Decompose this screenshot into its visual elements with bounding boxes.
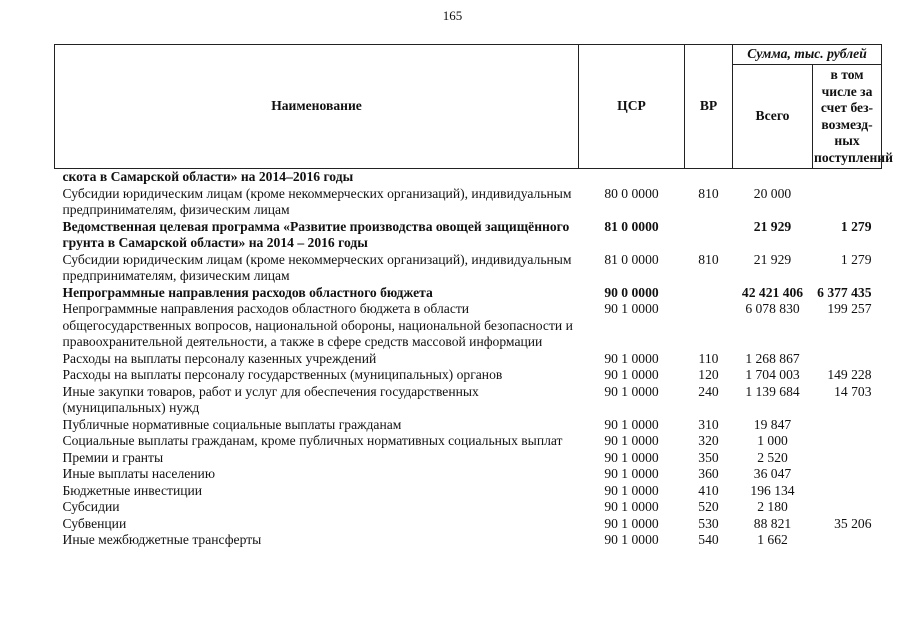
cell-name: Непрограммные направления расходов областного бюджета в области общегосударственных вопросов, национальной обороны, национальной безопасности и правоохранительной деятельности, а также в сфере средств массовой информации [62, 301, 573, 349]
cell-gratuitous [813, 351, 882, 368]
cell-vr [685, 219, 733, 252]
cell-total: 21 929 [753, 218, 792, 234]
cell-gratuitous: 1 279 [840, 251, 872, 267]
cell-total: 6 078 830 [745, 301, 800, 316]
cell-csr: 90 1 0000 [604, 449, 659, 465]
cell-gratuitous [813, 433, 882, 450]
cell-total: 2 520 [757, 449, 788, 465]
cell-vr: 110 [698, 350, 719, 366]
cell-total: 196 134 [750, 482, 795, 498]
cell-name: Непрограммные направления расходов областного бюджета [62, 284, 433, 300]
cell-gratuitous: 199 257 [827, 301, 872, 316]
cell-csr: 90 1 0000 [604, 532, 659, 547]
page-number: 165 [442, 8, 463, 23]
table-row [55, 450, 882, 467]
cell-vr [685, 285, 733, 302]
cell-total: 20 000 [753, 185, 792, 201]
column-header-csr: ЦСР [579, 45, 685, 169]
column-header-gratuitous: в том числе за счет без-возмезд-ных поступлений [813, 65, 882, 169]
table-row [55, 483, 882, 500]
cell-vr: 120 [698, 367, 719, 382]
column-header-sum-group: Сумма, тыс. рублей [733, 45, 882, 65]
cell-name: Субвенции [62, 515, 127, 531]
cell-total: 42 421 406 [741, 284, 804, 300]
cell-csr: 90 0 0000 [604, 284, 659, 300]
cell-gratuitous [813, 417, 882, 434]
table-row [55, 186, 882, 219]
table-row [55, 499, 882, 516]
cell-name: Премии и гранты [62, 449, 164, 465]
cell-csr: 90 1 0000 [604, 350, 659, 366]
cell-gratuitous [813, 532, 882, 549]
column-header-name: Наименование [55, 45, 579, 169]
cell-gratuitous [813, 466, 882, 483]
cell-gratuitous [813, 169, 882, 186]
cell-name: Субсидии юридическим лицам (кроме некоммерческих организаций), индивидуальным предпринимателям, физическим лицам [62, 251, 572, 283]
table-row [55, 351, 882, 368]
cell-csr: 90 1 0000 [604, 416, 659, 432]
table-row [55, 367, 882, 384]
table-row [55, 301, 882, 351]
cell-gratuitous: 14 703 [834, 383, 872, 399]
cell-vr: 240 [698, 383, 719, 399]
cell-total: 1 000 [757, 433, 788, 448]
table-row [55, 532, 882, 549]
table-row [55, 219, 882, 252]
table-row [55, 285, 882, 302]
cell-csr: 80 0 0000 [604, 185, 659, 201]
cell-gratuitous [813, 499, 882, 516]
cell-csr: 90 1 0000 [604, 515, 659, 531]
cell-name: Иные выплаты населению [62, 466, 215, 481]
cell-csr: 81 0 0000 [604, 218, 659, 234]
cell-gratuitous: 6 377 435 [817, 284, 872, 300]
cell-vr: 410 [698, 482, 719, 498]
cell-vr: 320 [698, 433, 719, 448]
cell-total: 1 662 [757, 532, 788, 547]
cell-gratuitous: 35 206 [834, 515, 872, 531]
table-row [55, 433, 882, 450]
table-row [55, 169, 882, 186]
budget-table [54, 44, 893, 549]
cell-csr: 90 1 0000 [604, 367, 659, 382]
cell-name: Субсидии юридическим лицам (кроме некоммерческих организаций), индивидуальным предпринимателям, физическим лицам [62, 185, 572, 217]
cell-name: Социальные выплаты гражданам, кроме публичных нормативных социальных выплат [62, 433, 563, 448]
cell-total: 36 047 [753, 466, 792, 481]
table-row [55, 417, 882, 434]
cell-total: 88 821 [753, 515, 792, 531]
cell-gratuitous: 149 228 [827, 367, 872, 382]
cell-vr: 360 [698, 466, 719, 481]
cell-vr [685, 301, 733, 351]
cell-vr [685, 169, 733, 186]
cell-total: 1 704 003 [745, 367, 800, 382]
cell-vr: 530 [698, 515, 719, 531]
cell-csr: 90 1 0000 [604, 433, 659, 448]
cell-gratuitous [813, 483, 882, 500]
cell-name: Субсидии [62, 499, 120, 514]
cell-name: скота в Самарской области» на 2014–2016 годы [62, 169, 354, 184]
table-row [55, 466, 882, 483]
cell-name: Расходы на выплаты персоналу казенных учреждений [62, 350, 377, 366]
cell-vr: 540 [698, 532, 719, 547]
cell-csr: 90 1 0000 [604, 301, 659, 316]
cell-csr: 90 1 0000 [604, 499, 659, 514]
cell-vr: 310 [698, 416, 719, 432]
cell-name: Расходы на выплаты персоналу государственных (муниципальных) органов [62, 367, 503, 382]
cell-total: 21 929 [753, 251, 792, 267]
cell-total [733, 169, 813, 186]
table-row [55, 252, 882, 285]
cell-vr: 350 [698, 449, 719, 465]
cell-csr: 90 1 0000 [604, 482, 659, 498]
cell-csr: 90 1 0000 [604, 466, 659, 481]
table-body [55, 169, 882, 549]
cell-name: Бюджетные инвестиции [62, 482, 203, 498]
cell-csr [579, 169, 685, 186]
cell-gratuitous: 1 279 [840, 218, 872, 234]
cell-vr: 810 [698, 185, 719, 201]
cell-total: 19 847 [753, 416, 792, 432]
cell-total: 2 180 [757, 499, 788, 514]
cell-csr: 90 1 0000 [604, 383, 659, 399]
cell-vr: 520 [698, 499, 719, 514]
cell-total: 1 139 684 [745, 383, 800, 399]
cell-name: Публичные нормативные социальные выплаты гражданам [62, 416, 402, 432]
cell-total: 1 268 867 [745, 350, 800, 366]
table-row [55, 516, 882, 533]
table-header [55, 45, 893, 169]
column-header-vr: ВР [685, 45, 733, 169]
cell-gratuitous [813, 186, 882, 219]
cell-name: Иные межбюджетные трансферты [62, 532, 262, 547]
cell-vr: 810 [698, 251, 719, 267]
column-header-total: Всего [733, 65, 813, 169]
table-row [55, 384, 882, 417]
cell-name: Ведомственная целевая программа «Развитие производства овощей защищённого грунта в Самарской области» на 2014 – 2016 годы [62, 218, 570, 250]
cell-name: Иные закупки товаров, работ и услуг для обеспечения государственных (муниципальных) нужд [62, 383, 479, 415]
cell-gratuitous [813, 450, 882, 467]
cell-csr: 81 0 0000 [604, 251, 659, 267]
